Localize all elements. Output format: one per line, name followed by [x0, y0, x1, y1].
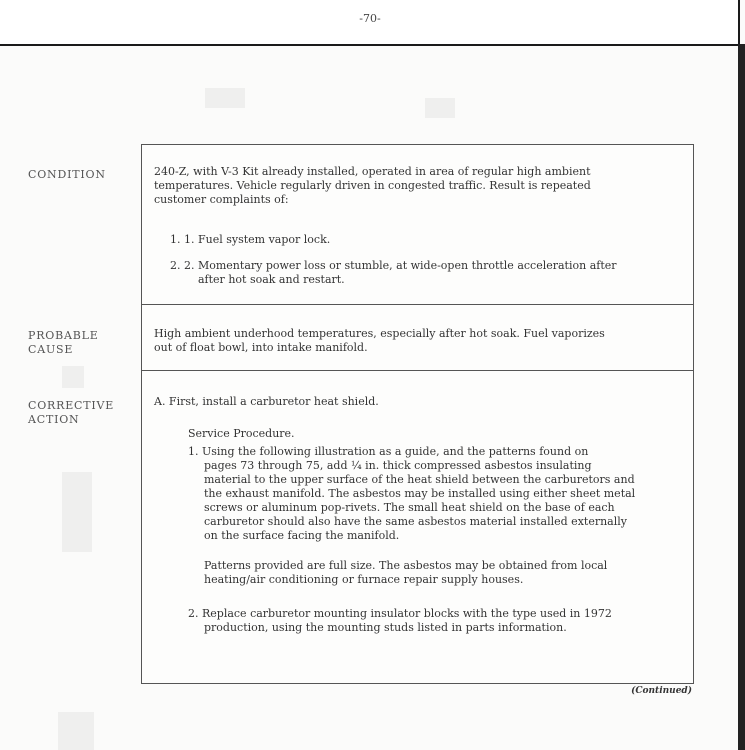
complaint-item-1: 1. 1. Fuel system vapor lock.	[170, 233, 331, 246]
probable-cause-label-2: CAUSE	[28, 343, 74, 356]
patterns-note-line: heating/air conditioning or furnace repair supply houses.	[204, 573, 524, 586]
scan-smudge	[425, 98, 455, 118]
procedure-step-1-line: on the surface facing the manifold.	[204, 529, 400, 542]
corrective-action-label-1: CORRECTIVE	[28, 399, 115, 412]
probable-cause-panel	[141, 304, 694, 372]
procedure-step-1: 1. Using the following illustration as a guide, and the patterns found on	[188, 445, 589, 458]
corrective-action-panel	[141, 370, 694, 684]
cause-line: out of float bowl, into intake manifold.	[154, 341, 368, 354]
probable-cause-label-1: PROBABLE	[28, 329, 99, 342]
condition-line: 240-Z, with V-3 Kit already installed, operated in area of regular high ambient	[154, 165, 591, 178]
corrective-action-label-2: ACTION	[28, 413, 80, 426]
continued-note: (Continued)	[631, 686, 692, 696]
condition-label: CONDITION	[28, 168, 106, 181]
scan-smudge	[58, 712, 94, 750]
page-header	[0, 0, 740, 46]
service-procedure-heading: Service Procedure.	[188, 427, 295, 440]
complaint-item-2-cont: after hot soak and restart.	[198, 273, 345, 286]
page-number: -70-	[359, 12, 381, 25]
condition-line: temperatures. Vehicle regularly driven in congested traffic. Result is repeated	[154, 179, 591, 192]
procedure-step-1-line: screws or aluminum pop-rivets. The small heat shield on the base of each	[204, 501, 615, 514]
condition-line: customer complaints of:	[154, 193, 289, 206]
procedure-step-1-line: material to the upper surface of the heat shield between the carburetors and	[204, 473, 635, 486]
scan-smudge	[205, 88, 245, 108]
procedure-step-2: 2. Replace carburetor mounting insulator blocks with the type used in 1972	[188, 607, 612, 620]
procedure-step-1-line: the exhaust manifold. The asbestos may be installed using either sheet metal	[204, 487, 636, 500]
procedure-step-2-line: production, using the mounting studs listed in parts information.	[204, 621, 567, 634]
cause-line: High ambient underhood temperatures, especially after hot soak. Fuel vaporizes	[154, 327, 605, 340]
procedure-step-1-line: pages 73 through 75, add ¼ in. thick compressed asbestos insulating	[204, 459, 592, 472]
patterns-note: Patterns provided are full size. The asbestos may be obtained from local	[204, 559, 608, 572]
complaint-item-2: 2. 2. Momentary power loss or stumble, at wide-open throttle acceleration after	[170, 259, 617, 272]
procedure-step-1-line: carburetor should also have the same asbestos material installed externally	[204, 515, 627, 528]
scan-smudge	[62, 472, 92, 552]
action-step-a: A. First, install a carburetor heat shield.	[154, 395, 379, 408]
scan-smudge	[62, 366, 84, 388]
condition-panel	[141, 144, 694, 306]
scan-edge	[738, 44, 745, 750]
